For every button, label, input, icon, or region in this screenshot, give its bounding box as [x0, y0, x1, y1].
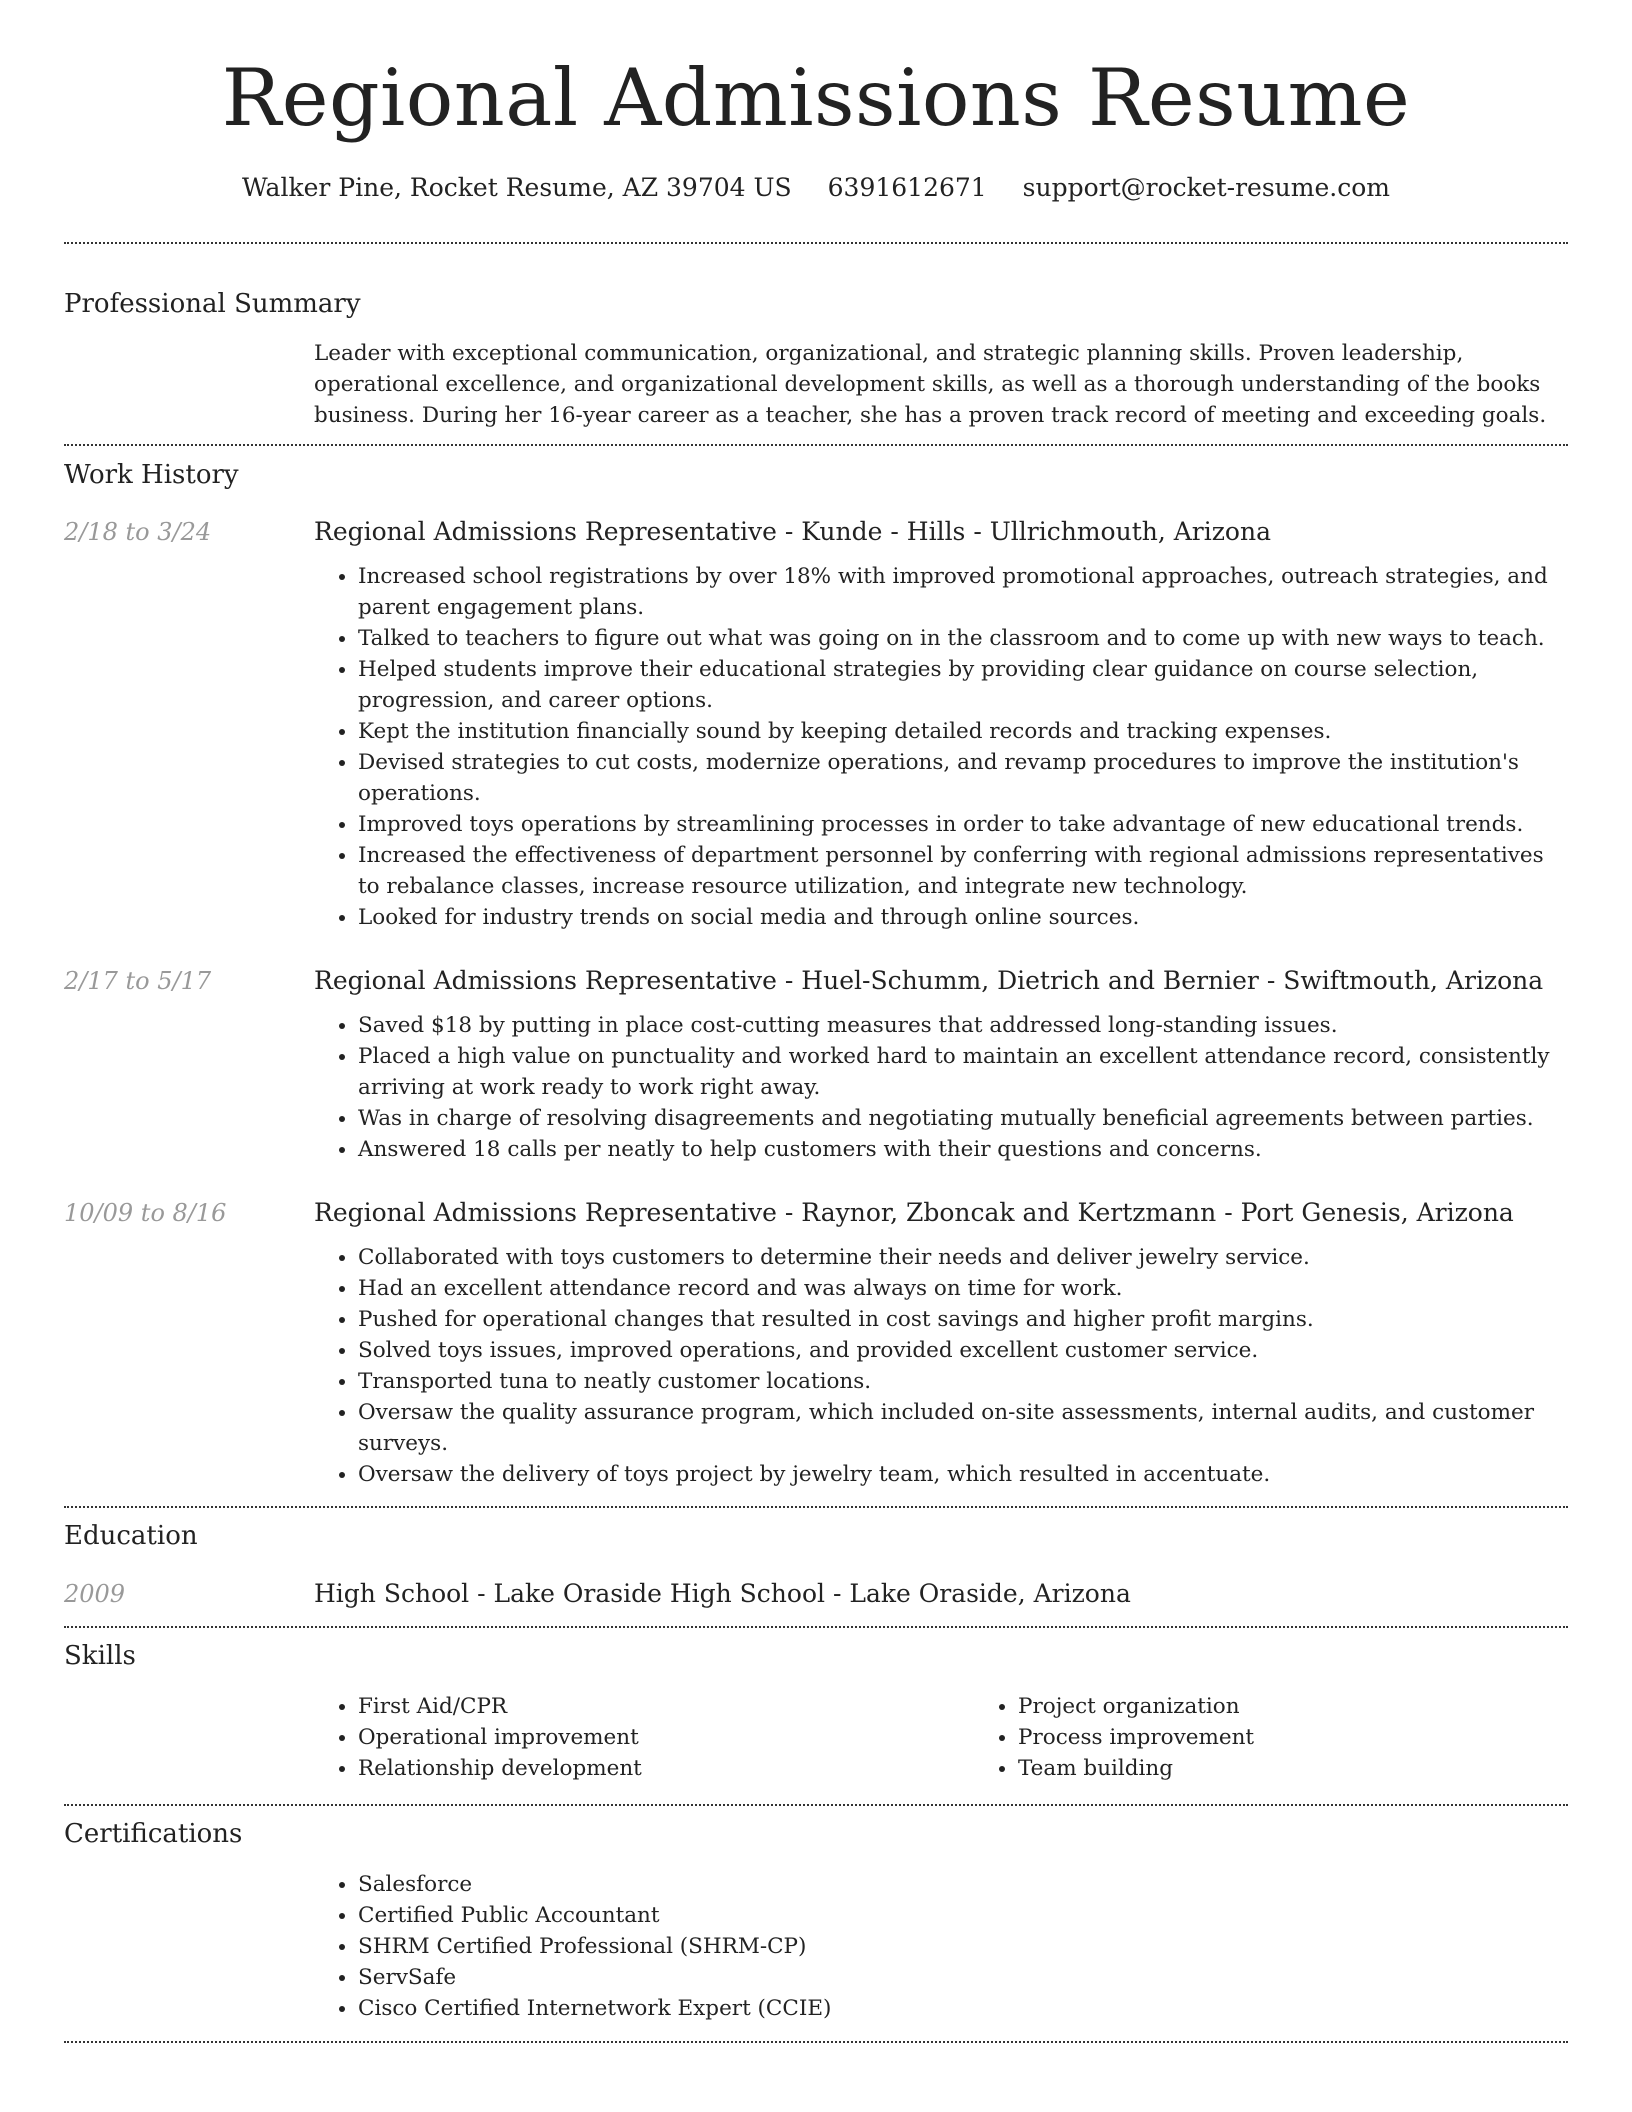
section-heading: Education	[64, 1521, 198, 1551]
job-dates: 2/18 to 3/24	[64, 518, 212, 546]
list-item: • Pushed for operational changes that resulted in cost savings and higher profit margins.	[358, 1304, 1568, 1335]
job-entry	[64, 1195, 1568, 1490]
list-item: • Answered 18 calls per neatly to help customers with their questions and concerns.	[358, 1134, 1568, 1165]
skills-column	[974, 1691, 1632, 1784]
list-item: • Salesforce	[358, 1869, 1568, 1900]
job-title: Regional Admissions Representative - Kunde - Hills - Ullrichmouth, Arizona	[314, 517, 1271, 546]
list-item: • SHRM Certified Professional (SHRM-CP)	[358, 1931, 1568, 1962]
contact-address: Walker Pine, Rocket Resume, AZ 39704 US	[242, 173, 792, 202]
list-item: • Cisco Certified Internetwork Expert (CCIE)	[358, 1993, 1568, 2024]
contact-email: support@rocket-resume.com	[1022, 173, 1390, 202]
skills-column	[314, 1691, 974, 1784]
list-item: • Talked to teachers to figure out what was going on in the classroom and to come up with new ways to teach.	[358, 623, 1568, 654]
list-item: • ServSafe	[358, 1962, 1568, 1993]
job-title: Regional Admissions Representative - Raynor, Zboncak and Kertzmann - Port Genesis, Arizona	[314, 1198, 1514, 1227]
job-entry	[64, 963, 1568, 1165]
list-item: • Project organization	[1018, 1691, 1632, 1722]
list-item: • First Aid/CPR	[358, 1691, 974, 1722]
education-section	[64, 1508, 1568, 1612]
list-item: • Saved $18 by putting in place cost-cutting measures that addressed long-standing issues.	[358, 1010, 1568, 1041]
job-title: Regional Admissions Representative - Huel-Schumm, Dietrich and Bernier - Swiftmouth, Arizona	[314, 966, 1544, 995]
list-item: • Kept the institution financially sound by keeping detailed records and tracking expenses.	[358, 716, 1568, 747]
list-item: • Oversaw the quality assurance program, which included on-site assessments, internal audits, and customer surveys.	[358, 1397, 1568, 1459]
section-heading: Skills	[64, 1641, 136, 1671]
education-entry	[64, 1576, 1568, 1612]
divider	[64, 2041, 1568, 2043]
list-item: • Team building	[1018, 1753, 1632, 1784]
education-title: High School - Lake Oraside High School - Lake Oraside, Arizona	[314, 1579, 1131, 1608]
contact-phone: 6391612671	[827, 173, 987, 202]
list-item: • Transported tuna to neatly customer locations.	[358, 1366, 1568, 1397]
list-item: • Placed a high value on punctuality and worked hard to maintain an excellent attendance record, consistently arriving at work ready to work right away.	[358, 1041, 1568, 1103]
list-item: • Oversaw the delivery of toys project by jewelry team, which resulted in accentuate.	[358, 1459, 1568, 1490]
contact-line	[64, 170, 1568, 206]
list-item: • Collaborated with toys customers to determine their needs and deliver jewelry service.	[358, 1242, 1568, 1273]
job-bullets	[314, 1010, 1568, 1165]
list-item: • Process improvement	[1018, 1722, 1632, 1753]
section-heading: Certifications	[64, 1819, 243, 1849]
section-heading: Professional Summary	[64, 289, 361, 319]
job-entry	[64, 514, 1568, 933]
skills-section	[64, 1628, 1568, 1784]
list-item: • Solved toys issues, improved operations, and provided excellent customer service.	[358, 1335, 1568, 1366]
list-item: • Helped students improve their educational strategies by providing clear guidance on course selection, progression, and career options.	[358, 654, 1568, 716]
list-item: • Looked for industry trends on social media and through online sources.	[358, 902, 1568, 933]
list-item: • Relationship development	[358, 1753, 974, 1784]
job-bullets	[314, 561, 1568, 933]
job-dates: 2/17 to 5/17	[64, 967, 212, 995]
certifications-section	[64, 1806, 1568, 2024]
list-item: • Operational improvement	[358, 1722, 974, 1753]
summary-text: Leader with exceptional communication, organizational, and strategic planning skills. Proven leadership, operational excellence, and organizational development skills, as well as a thorough understanding of the books business. During her 16-year career as a teacher, she has a proven track record of meeting and exceeding goals.	[314, 341, 1547, 428]
list-item: • Had an excellent attendance record and was always on time for work.	[358, 1273, 1568, 1304]
list-item: • Was in charge of resolving disagreements and negotiating mutually beneficial agreements between parties.	[358, 1103, 1568, 1134]
list-item: • Increased the effectiveness of department personnel by conferring with regional admissions representatives to rebalance classes, increase resource utilization, and integrate new technology.	[358, 840, 1568, 902]
resume-title: Regional Admissions Resume	[221, 52, 1411, 144]
list-item: • Improved toys operations by streamlining processes in order to take advantage of new educational trends.	[358, 809, 1568, 840]
education-dates: 2009	[64, 1580, 126, 1608]
job-dates: 10/09 to 8/16	[64, 1199, 227, 1227]
list-item: • Devised strategies to cut costs, modernize operations, and revamp procedures to improve the institution's operations.	[358, 747, 1568, 809]
skills-list	[314, 1691, 1632, 1784]
work-history-section	[64, 446, 1568, 1490]
list-item: • Increased school registrations by over 18% with improved promotional approaches, outreach strategies, and parent engagement plans.	[358, 561, 1568, 623]
certifications-list	[314, 1869, 1568, 2024]
summary-section	[64, 244, 1568, 431]
job-bullets	[314, 1242, 1568, 1490]
section-heading: Work History	[64, 460, 239, 490]
list-item: • Certified Public Accountant	[358, 1900, 1568, 1931]
